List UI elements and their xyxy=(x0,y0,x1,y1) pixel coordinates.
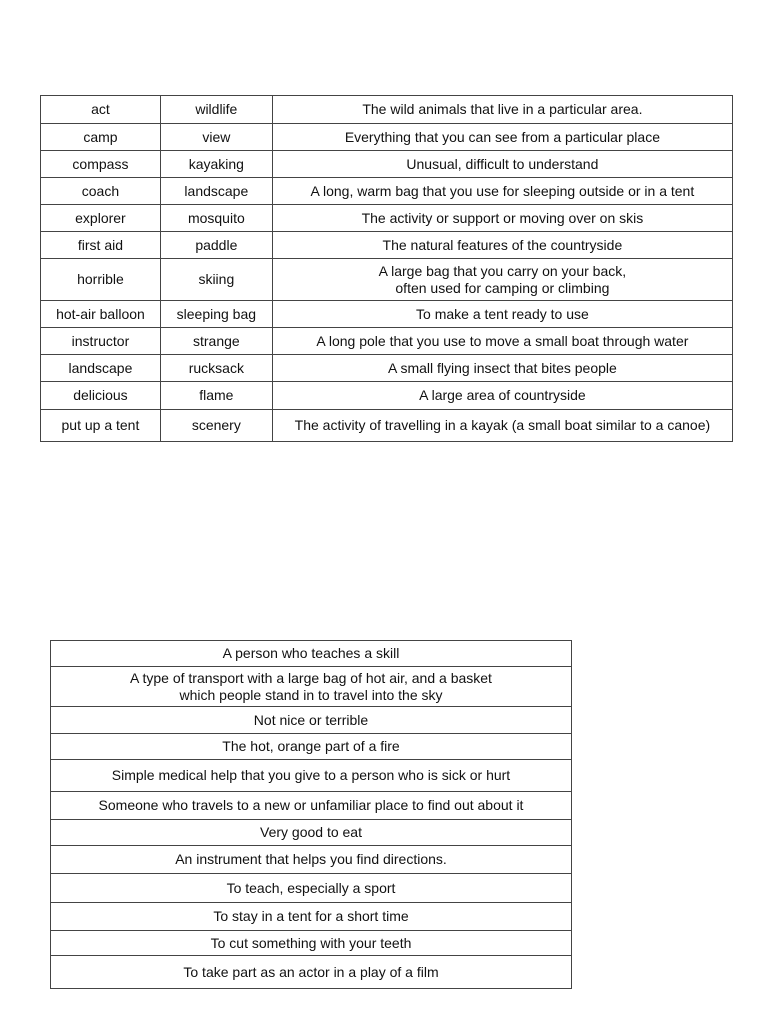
definition-cell: A small flying insect that bites people xyxy=(272,355,732,382)
table-row xyxy=(51,760,572,792)
word-cell: horrible xyxy=(41,259,161,301)
table-row xyxy=(41,151,733,178)
word-cell: first aid xyxy=(41,232,161,259)
table-row xyxy=(41,232,733,259)
definition-cell: To cut something with your teeth xyxy=(51,931,572,956)
vocabulary-matching-table xyxy=(40,95,733,442)
table-row xyxy=(41,96,733,124)
table-row xyxy=(51,734,572,760)
definition-cell: An instrument that helps you find directions. xyxy=(51,846,572,874)
word-cell: explorer xyxy=(41,205,161,232)
definition-cell: Everything that you can see from a particular place xyxy=(272,124,732,151)
definitions-table xyxy=(50,640,572,989)
table-row xyxy=(51,846,572,874)
table-row xyxy=(51,820,572,846)
table-row xyxy=(41,355,733,382)
word-cell: compass xyxy=(41,151,161,178)
word-cell: paddle xyxy=(160,232,272,259)
definition-cell: To teach, especially a sport xyxy=(51,874,572,903)
table-row xyxy=(51,874,572,903)
table-row xyxy=(51,956,572,989)
word-cell: kayaking xyxy=(160,151,272,178)
definition-cell: A long pole that you use to move a small boat through water xyxy=(272,328,732,355)
definition-cell: Unusual, difficult to understand xyxy=(272,151,732,178)
word-cell: wildlife xyxy=(160,96,272,124)
word-cell: skiing xyxy=(160,259,272,301)
word-cell: camp xyxy=(41,124,161,151)
table-row xyxy=(51,641,572,667)
table-row xyxy=(41,410,733,442)
table-row xyxy=(41,328,733,355)
table-row xyxy=(51,931,572,956)
word-cell: rucksack xyxy=(160,355,272,382)
word-cell: flame xyxy=(160,382,272,410)
definition-cell: Simple medical help that you give to a person who is sick or hurt xyxy=(51,760,572,792)
definition-cell: A long, warm bag that you use for sleeping outside or in a tent xyxy=(272,178,732,205)
table-row xyxy=(51,707,572,734)
word-cell: put up a tent xyxy=(41,410,161,442)
definition-cell: A type of transport with a large bag of hot air, and a basket which people stand in to travel into the sky xyxy=(51,667,572,707)
word-cell: hot-air balloon xyxy=(41,301,161,328)
word-cell: scenery xyxy=(160,410,272,442)
definition-cell: The activity of travelling in a kayak (a small boat similar to a canoe) xyxy=(272,410,732,442)
table-row xyxy=(41,301,733,328)
definition-cell: To take part as an actor in a play of a film xyxy=(51,956,572,989)
definition-cell: A person who teaches a skill xyxy=(51,641,572,667)
table-row xyxy=(51,667,572,707)
table-row xyxy=(41,178,733,205)
word-cell: strange xyxy=(160,328,272,355)
definition-cell: To stay in a tent for a short time xyxy=(51,903,572,931)
definition-cell: Someone who travels to a new or unfamiliar place to find out about it xyxy=(51,792,572,820)
definition-cell: The activity or support or moving over on skis xyxy=(272,205,732,232)
definition-cell: Not nice or terrible xyxy=(51,707,572,734)
word-cell: instructor xyxy=(41,328,161,355)
word-cell: act xyxy=(41,96,161,124)
word-cell: landscape xyxy=(41,355,161,382)
definition-cell: The natural features of the countryside xyxy=(272,232,732,259)
word-cell: delicious xyxy=(41,382,161,410)
word-cell: view xyxy=(160,124,272,151)
definition-cell: The wild animals that live in a particular area. xyxy=(272,96,732,124)
definition-cell: To make a tent ready to use xyxy=(272,301,732,328)
definition-cell: A large area of countryside xyxy=(272,382,732,410)
definition-cell: A large bag that you carry on your back, often used for camping or climbing xyxy=(272,259,732,301)
word-cell: mosquito xyxy=(160,205,272,232)
word-cell: coach xyxy=(41,178,161,205)
word-cell: landscape xyxy=(160,178,272,205)
table-row xyxy=(41,124,733,151)
definition-cell: The hot, orange part of a fire xyxy=(51,734,572,760)
definition-cell: Very good to eat xyxy=(51,820,572,846)
table-row xyxy=(51,903,572,931)
table-row xyxy=(41,259,733,301)
table-row xyxy=(51,792,572,820)
table-row xyxy=(41,382,733,410)
table-row xyxy=(41,205,733,232)
word-cell: sleeping bag xyxy=(160,301,272,328)
